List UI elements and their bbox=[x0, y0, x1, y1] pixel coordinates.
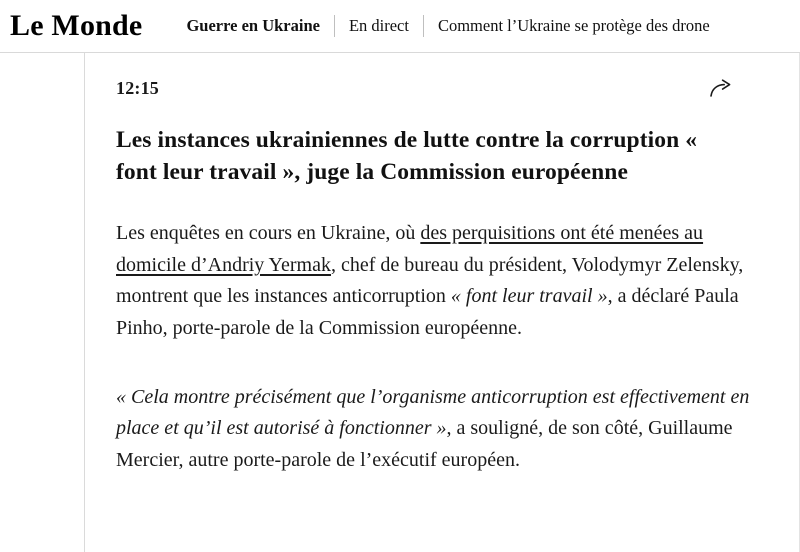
paragraph-1-middle: , chef de bureau du président, Volodymyr Zelensky, montrent que les instances anticorruption bbox=[116, 253, 744, 308]
live-post bbox=[116, 53, 760, 496]
nav-item-guerre-en-ukraine[interactable]: Guerre en Ukraine bbox=[186, 15, 320, 35]
share-arrow-icon[interactable] bbox=[706, 73, 736, 103]
paragraph-1-lead: Les enquêtes en cours en Ukraine, où bbox=[116, 222, 421, 245]
nav-item-comment-ukraine-drones[interactable]: Comment l’Ukraine se protège des drone bbox=[437, 15, 710, 35]
post-meta-row bbox=[116, 53, 760, 103]
page-body bbox=[0, 53, 800, 552]
site-header bbox=[0, 0, 800, 53]
nav-item-en-direct[interactable]: En direct bbox=[348, 15, 409, 35]
paragraph-1-end: , a déclaré Paula Pinho, porte-parole de la Commission européenne. bbox=[116, 285, 739, 339]
post-paragraph-1 bbox=[116, 218, 760, 344]
post-paragraph-2 bbox=[116, 382, 760, 476]
primary-nav bbox=[172, 15, 723, 37]
inline-link-perquisitions[interactable]: des perquisitions ont été menées au domicile d’Andriy Yermak bbox=[116, 222, 704, 276]
site-logo-text: Le Monde bbox=[10, 9, 143, 42]
post-timestamp: 12:15 bbox=[116, 77, 159, 98]
post-headline: Les instances ukrainiennes de lutte contre la corruption « font leur travail », juge la Commission européenne bbox=[116, 127, 698, 185]
site-logo[interactable] bbox=[0, 11, 160, 41]
paragraph-1-quote: « font leur travail » bbox=[450, 285, 608, 308]
paragraph-2-end: , a souligné, de son côté, Guillaume Mercier, autre porte-parole de l’exécutif européen. bbox=[116, 417, 733, 471]
paragraph-2-quote: « Cela montre précisément que l’organisme anticorruption est effectivement en place et qu’il est autorisé à fonctionner » bbox=[116, 386, 750, 440]
left-timeline-rule bbox=[84, 53, 85, 552]
